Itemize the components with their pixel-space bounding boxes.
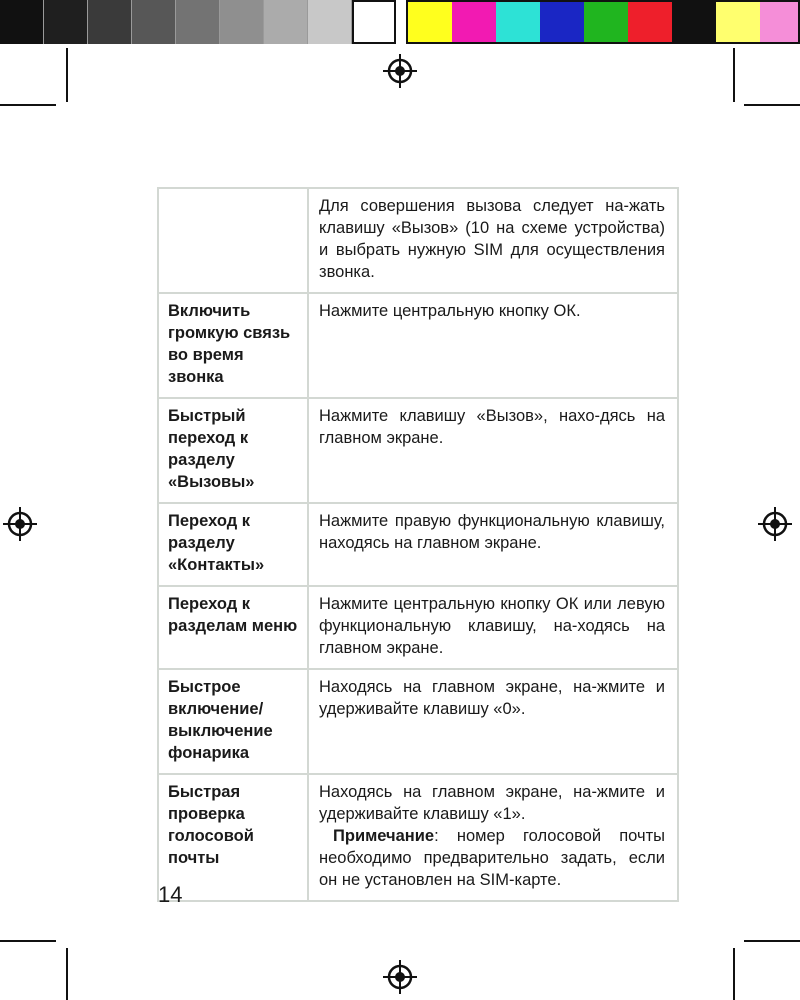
registration-mark-icon (758, 507, 792, 541)
gray-swatch (0, 0, 44, 44)
note-label: Примечание (333, 827, 435, 845)
gray-swatch (176, 0, 220, 44)
color-bar-frame (406, 0, 800, 44)
note-paragraph (319, 825, 665, 891)
table-row (158, 669, 678, 774)
row-value-text: Находясь на главном экране, на-жмите и удерживайте клавишу «1». (319, 783, 665, 823)
registration-mark-icon (383, 54, 417, 88)
crop-mark (744, 104, 800, 106)
gray-swatch (44, 0, 88, 44)
gray-swatch (352, 0, 396, 44)
row-value-cell: Нажмите центральную кнопку ОК или левую функциональную клавишу, на-ходясь на главном экране. (308, 586, 678, 669)
gray-swatch (88, 0, 132, 44)
gray-swatch (220, 0, 264, 44)
gray-swatch (132, 0, 176, 44)
row-key-cell: Переход к разделу «Контакты» (158, 503, 308, 586)
table-row (158, 774, 678, 901)
crop-mark (66, 948, 68, 1000)
row-key-cell: Быстрая проверка голосовой почты (158, 774, 308, 901)
crop-mark (66, 48, 68, 102)
row-value-cell: Нажмите центральную кнопку ОК. (308, 293, 678, 398)
table-row (158, 188, 678, 293)
crop-mark (733, 48, 735, 102)
crop-mark (0, 104, 56, 106)
crop-mark (0, 940, 56, 942)
grayscale-calibration-bar (0, 0, 392, 44)
crop-mark (733, 948, 735, 1000)
row-key-cell: Быстрое включение/ выключение фонарика (158, 669, 308, 774)
row-key-cell: Быстрый переход к разделу «Вызовы» (158, 398, 308, 503)
row-value-cell: Нажмите клавишу «Вызов», нахо-дясь на главном экране. (308, 398, 678, 503)
registration-mark-icon (383, 960, 417, 994)
note-text: : номер голосовой почты необходимо предварительно задать, если он не установлен на SIM-карте. (319, 827, 665, 889)
row-key-cell: Переход к разделам меню (158, 586, 308, 669)
row-value-cell: Нажмите правую функциональную клавишу, находясь на главном экране. (308, 503, 678, 586)
table-row (158, 503, 678, 586)
shortcut-table (157, 187, 679, 902)
table-row (158, 398, 678, 503)
row-value-cell (308, 774, 678, 901)
table-row (158, 586, 678, 669)
row-value-cell: Для совершения вызова следует на-жать клавишу «Вызов» (10 на схеме устройства) и выбрать нужную SIM для осуществления звонка. (308, 188, 678, 293)
row-value-cell: Находясь на главном экране, на-жмите и удерживайте клавишу «0». (308, 669, 678, 774)
gray-swatch (264, 0, 308, 44)
table-row (158, 293, 678, 398)
page-number: 14 (158, 882, 183, 907)
crop-mark (744, 940, 800, 942)
registration-mark-icon (3, 507, 37, 541)
gray-swatch (308, 0, 352, 44)
row-key-cell: Включить громкую связь во время звонка (158, 293, 308, 398)
row-key-cell (158, 188, 308, 293)
